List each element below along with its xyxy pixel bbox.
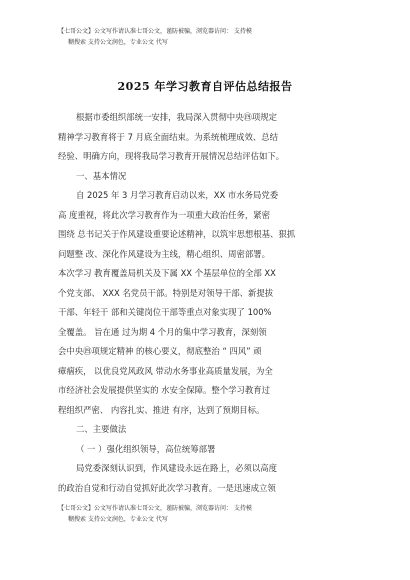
body-line: 瘴痼疾， 以优良党风政风 带动水务事业高质量发展，为全 bbox=[58, 365, 273, 376]
subsection-heading: （ 一 ）强化组织领导，高位统筹部署 bbox=[76, 443, 216, 454]
body-line: 高 度重视，将此次学习教育作为一项重大政治任务，紧密 bbox=[58, 209, 271, 220]
body-line: 问题整 改、深化作风建设为主线，精心组织、周密部署。 bbox=[58, 248, 271, 259]
section-heading: 一、基本情况 bbox=[76, 170, 127, 181]
page-footer bbox=[58, 503, 378, 525]
body-line: 局党委深刻认识到，作风建设永远在路上，必须以高度 bbox=[76, 463, 277, 473]
document-title: 2025 年学习教育自评估总结报告 bbox=[117, 80, 293, 93]
body-line: 围绕 总书记关于作风建设重要论述精神，以筑牢思想根基、狠抓 bbox=[58, 229, 296, 239]
header-line-2: 糊搜索 支持公文润色，专业公文 代写 bbox=[68, 39, 168, 46]
page-header bbox=[58, 26, 378, 48]
body-line: 会中央㊃项规定精神 的核心要义，彻底整治 “ 四风” 顽 bbox=[58, 346, 262, 356]
body-line: 程组织严密、 内容扎实、推进 有序，达到了预期目标。 bbox=[58, 404, 265, 415]
footer-line-1: 【七哥公文】公文写作请认准七哥公文，谨防被骗，浏览器访问： 支持模 bbox=[58, 505, 252, 512]
body-line: 经验、明确方向，现将我局学习教育开展情况总结评估如下。 bbox=[58, 151, 285, 161]
header-line-1: 【七哥公文】公文写作请认准七哥公文，谨防被骗，浏览器访问： 支持模 bbox=[58, 28, 252, 35]
section-heading: 二、主要做法 bbox=[76, 424, 127, 434]
body-line: 根据市委组织部统一安排，我局深入贯彻中央㊃项规定 bbox=[76, 112, 277, 122]
body-line: 精神学习教育将于 7 月底全面结束。为系统梳理成效、总结 bbox=[58, 131, 279, 142]
body-line: 市经济社会发展提供坚实的 水安全保障。整个学习教育过 bbox=[58, 385, 271, 395]
body-line: 全覆盖。 旨在通 过为期 4 个月的集中学习教育，深刻领 bbox=[58, 326, 267, 337]
body-line: 的政治自觉和行动自觉抓好此次学习教育。一是迅速成立领 bbox=[58, 482, 276, 493]
footer-line-2: 糊搜索 支持公文润色，专业公文 代写 bbox=[68, 516, 168, 523]
document-body bbox=[58, 108, 358, 498]
body-line: 自 2025 年 3 月学习教育启动以来，XX 市水务局党委 bbox=[76, 190, 279, 200]
body-line: 个党支部、 XXX 名党员干部。特别是对领导干部、新提拔 bbox=[58, 287, 274, 298]
body-line: 干部、年轻干 部和关键岗位干部等重点对象实现了 100% bbox=[58, 307, 272, 317]
body-line: 本次学习 教育覆盖局机关及下属 XX 个基层单位的全部 XX bbox=[58, 268, 276, 278]
